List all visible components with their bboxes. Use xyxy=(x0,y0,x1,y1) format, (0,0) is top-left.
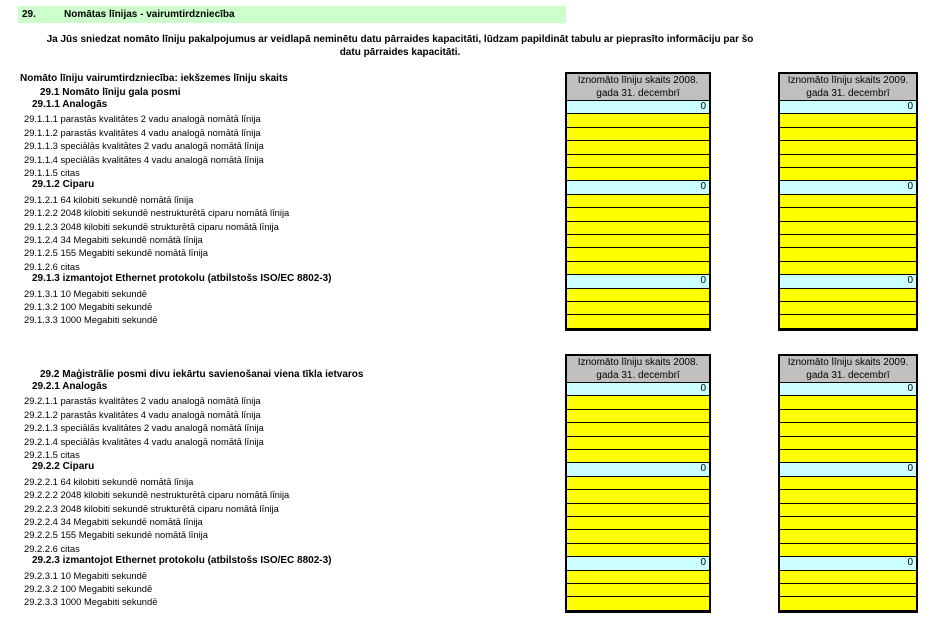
input-cell[interactable] xyxy=(567,543,709,556)
input-cell[interactable] xyxy=(780,422,916,435)
row-label: 29.1.2.6 citas xyxy=(24,260,80,272)
input-cell[interactable] xyxy=(780,476,916,489)
sum-cell: 0 xyxy=(567,100,709,113)
column-header: Iznomāto līniju skaits 2008. gada 31. decembrī xyxy=(567,356,709,382)
column-2009 xyxy=(778,354,918,613)
row-label: 29.2.2.1 64 kilobiti sekundē nomātā līnija xyxy=(24,475,194,487)
section-number: 29. xyxy=(22,9,36,20)
input-cell[interactable] xyxy=(567,301,709,314)
input-cell[interactable] xyxy=(567,194,709,207)
section-title-bar xyxy=(18,6,566,23)
row-label: 29.1.3.2 100 Megabiti sekundē xyxy=(24,301,153,312)
table-heading: Nomāto līniju vairumtirdzniecība: iekšzemes līniju skaits xyxy=(20,73,288,84)
table-section xyxy=(0,354,945,615)
input-cell[interactable] xyxy=(780,409,916,422)
row-label: 29.1.1.4 speciālās kvalitātes 4 vadu analogā nomātā līnija xyxy=(24,153,264,165)
column-2008 xyxy=(565,354,711,613)
input-cell[interactable] xyxy=(567,234,709,247)
input-cell[interactable] xyxy=(780,596,916,609)
row-label: 29.2.1.3 speciālās kvalitātes 2 vadu analogā nomātā līnija xyxy=(24,422,264,434)
input-cell[interactable] xyxy=(780,140,916,153)
input-cell[interactable] xyxy=(567,207,709,220)
group-label: 29.1.2 Ciparu xyxy=(32,179,95,191)
column-header: Iznomāto līniju skaits 2009. gada 31. decembrī xyxy=(780,74,916,100)
group-label: 29.2.2 Ciparu xyxy=(32,461,95,473)
input-cell[interactable] xyxy=(567,583,709,596)
table-section xyxy=(0,72,945,333)
row-label: 29.1.1.3 speciālās kvalitātes 2 vadu analogā nomātā līnija xyxy=(24,140,264,152)
input-cell[interactable] xyxy=(567,247,709,260)
row-label: 29.1.1.1 parastās kvalitātes 2 vadu analogā nomātā līnija xyxy=(24,113,261,125)
input-cell[interactable] xyxy=(567,476,709,489)
sum-cell: 0 xyxy=(567,180,709,193)
row-label: 29.1.2.1 64 kilobiti sekundē nomātā līnija xyxy=(24,193,194,205)
input-cell[interactable] xyxy=(567,314,709,327)
row-label: 29.2.3.1 10 Megabiti sekundē xyxy=(24,569,148,581)
sum-cell: 0 xyxy=(780,556,916,569)
sum-cell: 0 xyxy=(567,462,709,475)
column-header: Iznomāto līniju skaits 2008. gada 31. decembrī xyxy=(567,74,709,100)
input-cell[interactable] xyxy=(780,207,916,220)
row-label: 29.2.2.2 2048 kilobiti sekundē nestrukturētā ciparu nomātā līnija xyxy=(24,489,290,501)
input-cell[interactable] xyxy=(780,503,916,516)
input-cell[interactable] xyxy=(567,288,709,301)
row-label: 29.2.1.4 speciālās kvalitātes 4 vadu analogā nomātā līnija xyxy=(24,435,264,447)
row-label: 29.1.1.5 citas xyxy=(24,167,80,178)
column-2009 xyxy=(778,72,918,331)
input-cell[interactable] xyxy=(780,261,916,274)
input-cell[interactable] xyxy=(567,436,709,449)
input-cell[interactable] xyxy=(780,436,916,449)
column-2008 xyxy=(565,72,711,331)
section-title: Nomātas līnijas - vairumtirdzniecība xyxy=(64,9,235,20)
input-cell[interactable] xyxy=(780,221,916,234)
row-label: 29.1.1.2 parastās kvalitātes 4 vadu analogā nomātā līnija xyxy=(24,126,261,138)
row-label: 29.2.2.5 155 Megabiti sekundē nomātā līnija xyxy=(24,529,208,541)
sum-cell: 0 xyxy=(780,274,916,287)
input-cell[interactable] xyxy=(567,503,709,516)
input-cell[interactable] xyxy=(780,194,916,207)
input-cell[interactable] xyxy=(567,140,709,153)
table-subheading: 29.1 Nomāto līniju gala posmi xyxy=(40,87,181,98)
input-cell[interactable] xyxy=(780,234,916,247)
input-cell[interactable] xyxy=(780,314,916,327)
input-cell[interactable] xyxy=(780,167,916,180)
input-cell[interactable] xyxy=(780,489,916,502)
input-cell[interactable] xyxy=(780,529,916,542)
sum-cell: 0 xyxy=(780,462,916,475)
table-subheading: 29.2 Maģistrālie posmi divu iekārtu savienošanai viena tīkla ietvaros xyxy=(40,369,364,380)
row-label: 29.2.3.3 1000 Megabiti sekundē xyxy=(24,596,158,608)
input-cell[interactable] xyxy=(567,449,709,462)
input-cell[interactable] xyxy=(567,409,709,422)
input-cell[interactable] xyxy=(567,596,709,609)
intro-text: Ja Jūs sniedzat nomāto līniju pakalpojumus ar veidlapā neminētu datu pārraides kapacitāti, lūdzam papildināt tabulu ar pieprasīto informāciju par šo datu pārraides kapacitāti. xyxy=(46,34,754,58)
row-label: 29.2.2.6 citas xyxy=(24,542,80,554)
sum-cell: 0 xyxy=(780,382,916,395)
row-label: 29.2.2.3 2048 kilobiti sekundē strukturētā ciparu nomātā līnija xyxy=(24,502,279,514)
input-cell[interactable] xyxy=(780,449,916,462)
input-cell[interactable] xyxy=(567,167,709,180)
input-cell[interactable] xyxy=(567,422,709,435)
input-cell[interactable] xyxy=(567,221,709,234)
input-cell[interactable] xyxy=(780,288,916,301)
input-cell[interactable] xyxy=(780,154,916,167)
sum-cell: 0 xyxy=(780,100,916,113)
input-cell[interactable] xyxy=(567,529,709,542)
row-label: 29.2.3.2 100 Megabiti sekundē xyxy=(24,583,153,594)
sum-cell: 0 xyxy=(567,382,709,395)
input-cell[interactable] xyxy=(780,543,916,556)
input-cell[interactable] xyxy=(780,570,916,583)
input-cell[interactable] xyxy=(567,127,709,140)
input-cell[interactable] xyxy=(780,247,916,260)
row-label: 29.1.3.3 1000 Megabiti sekundē xyxy=(24,314,158,326)
group-label: 29.1.3 izmantojot Ethernet protokolu (atbilstošs ISO/EC 8802-3) xyxy=(32,273,332,285)
input-cell[interactable] xyxy=(780,395,916,408)
row-label: 29.1.2.5 155 Megabiti sekundē nomātā līnija xyxy=(24,247,208,259)
row-label: 29.1.2.3 2048 kilobiti sekundē strukturētā ciparu nomātā līnija xyxy=(24,220,279,232)
row-label: 29.2.2.4 34 Megabiti sekundē nomātā līnija xyxy=(24,516,203,527)
row-label: 29.1.2.2 2048 kilobiti sekundē nestrukturētā ciparu nomātā līnija xyxy=(24,207,290,219)
row-label: 29.1.3.1 10 Megabiti sekundē xyxy=(24,287,148,299)
input-cell[interactable] xyxy=(567,395,709,408)
row-label: 29.2.1.1 parastās kvalitātes 2 vadu analogā nomātā līnija xyxy=(24,395,261,407)
input-cell[interactable] xyxy=(567,570,709,583)
input-cell[interactable] xyxy=(567,154,709,167)
input-cell[interactable] xyxy=(780,301,916,314)
sum-cell: 0 xyxy=(567,556,709,569)
row-label: 29.2.1.5 citas xyxy=(24,449,80,460)
input-cell[interactable] xyxy=(780,113,916,126)
group-label: 29.2.1 Analogās xyxy=(32,381,108,392)
input-cell[interactable] xyxy=(567,489,709,502)
input-cell[interactable] xyxy=(780,583,916,596)
input-cell[interactable] xyxy=(567,113,709,126)
group-label: 29.1.1 Analogās xyxy=(32,99,108,110)
column-header: Iznomāto līniju skaits 2009. gada 31. decembrī xyxy=(780,356,916,382)
group-label: 29.2.3 izmantojot Ethernet protokolu (atbilstošs ISO/EC 8802-3) xyxy=(32,555,332,567)
input-cell[interactable] xyxy=(567,516,709,529)
sum-cell: 0 xyxy=(567,274,709,287)
input-cell[interactable] xyxy=(780,516,916,529)
row-label: 29.2.1.2 parastās kvalitātes 4 vadu analogā nomātā līnija xyxy=(24,408,261,420)
sum-cell: 0 xyxy=(780,180,916,193)
input-cell[interactable] xyxy=(567,261,709,274)
row-label: 29.1.2.4 34 Megabiti sekundē nomātā līnija xyxy=(24,234,203,245)
input-cell[interactable] xyxy=(780,127,916,140)
